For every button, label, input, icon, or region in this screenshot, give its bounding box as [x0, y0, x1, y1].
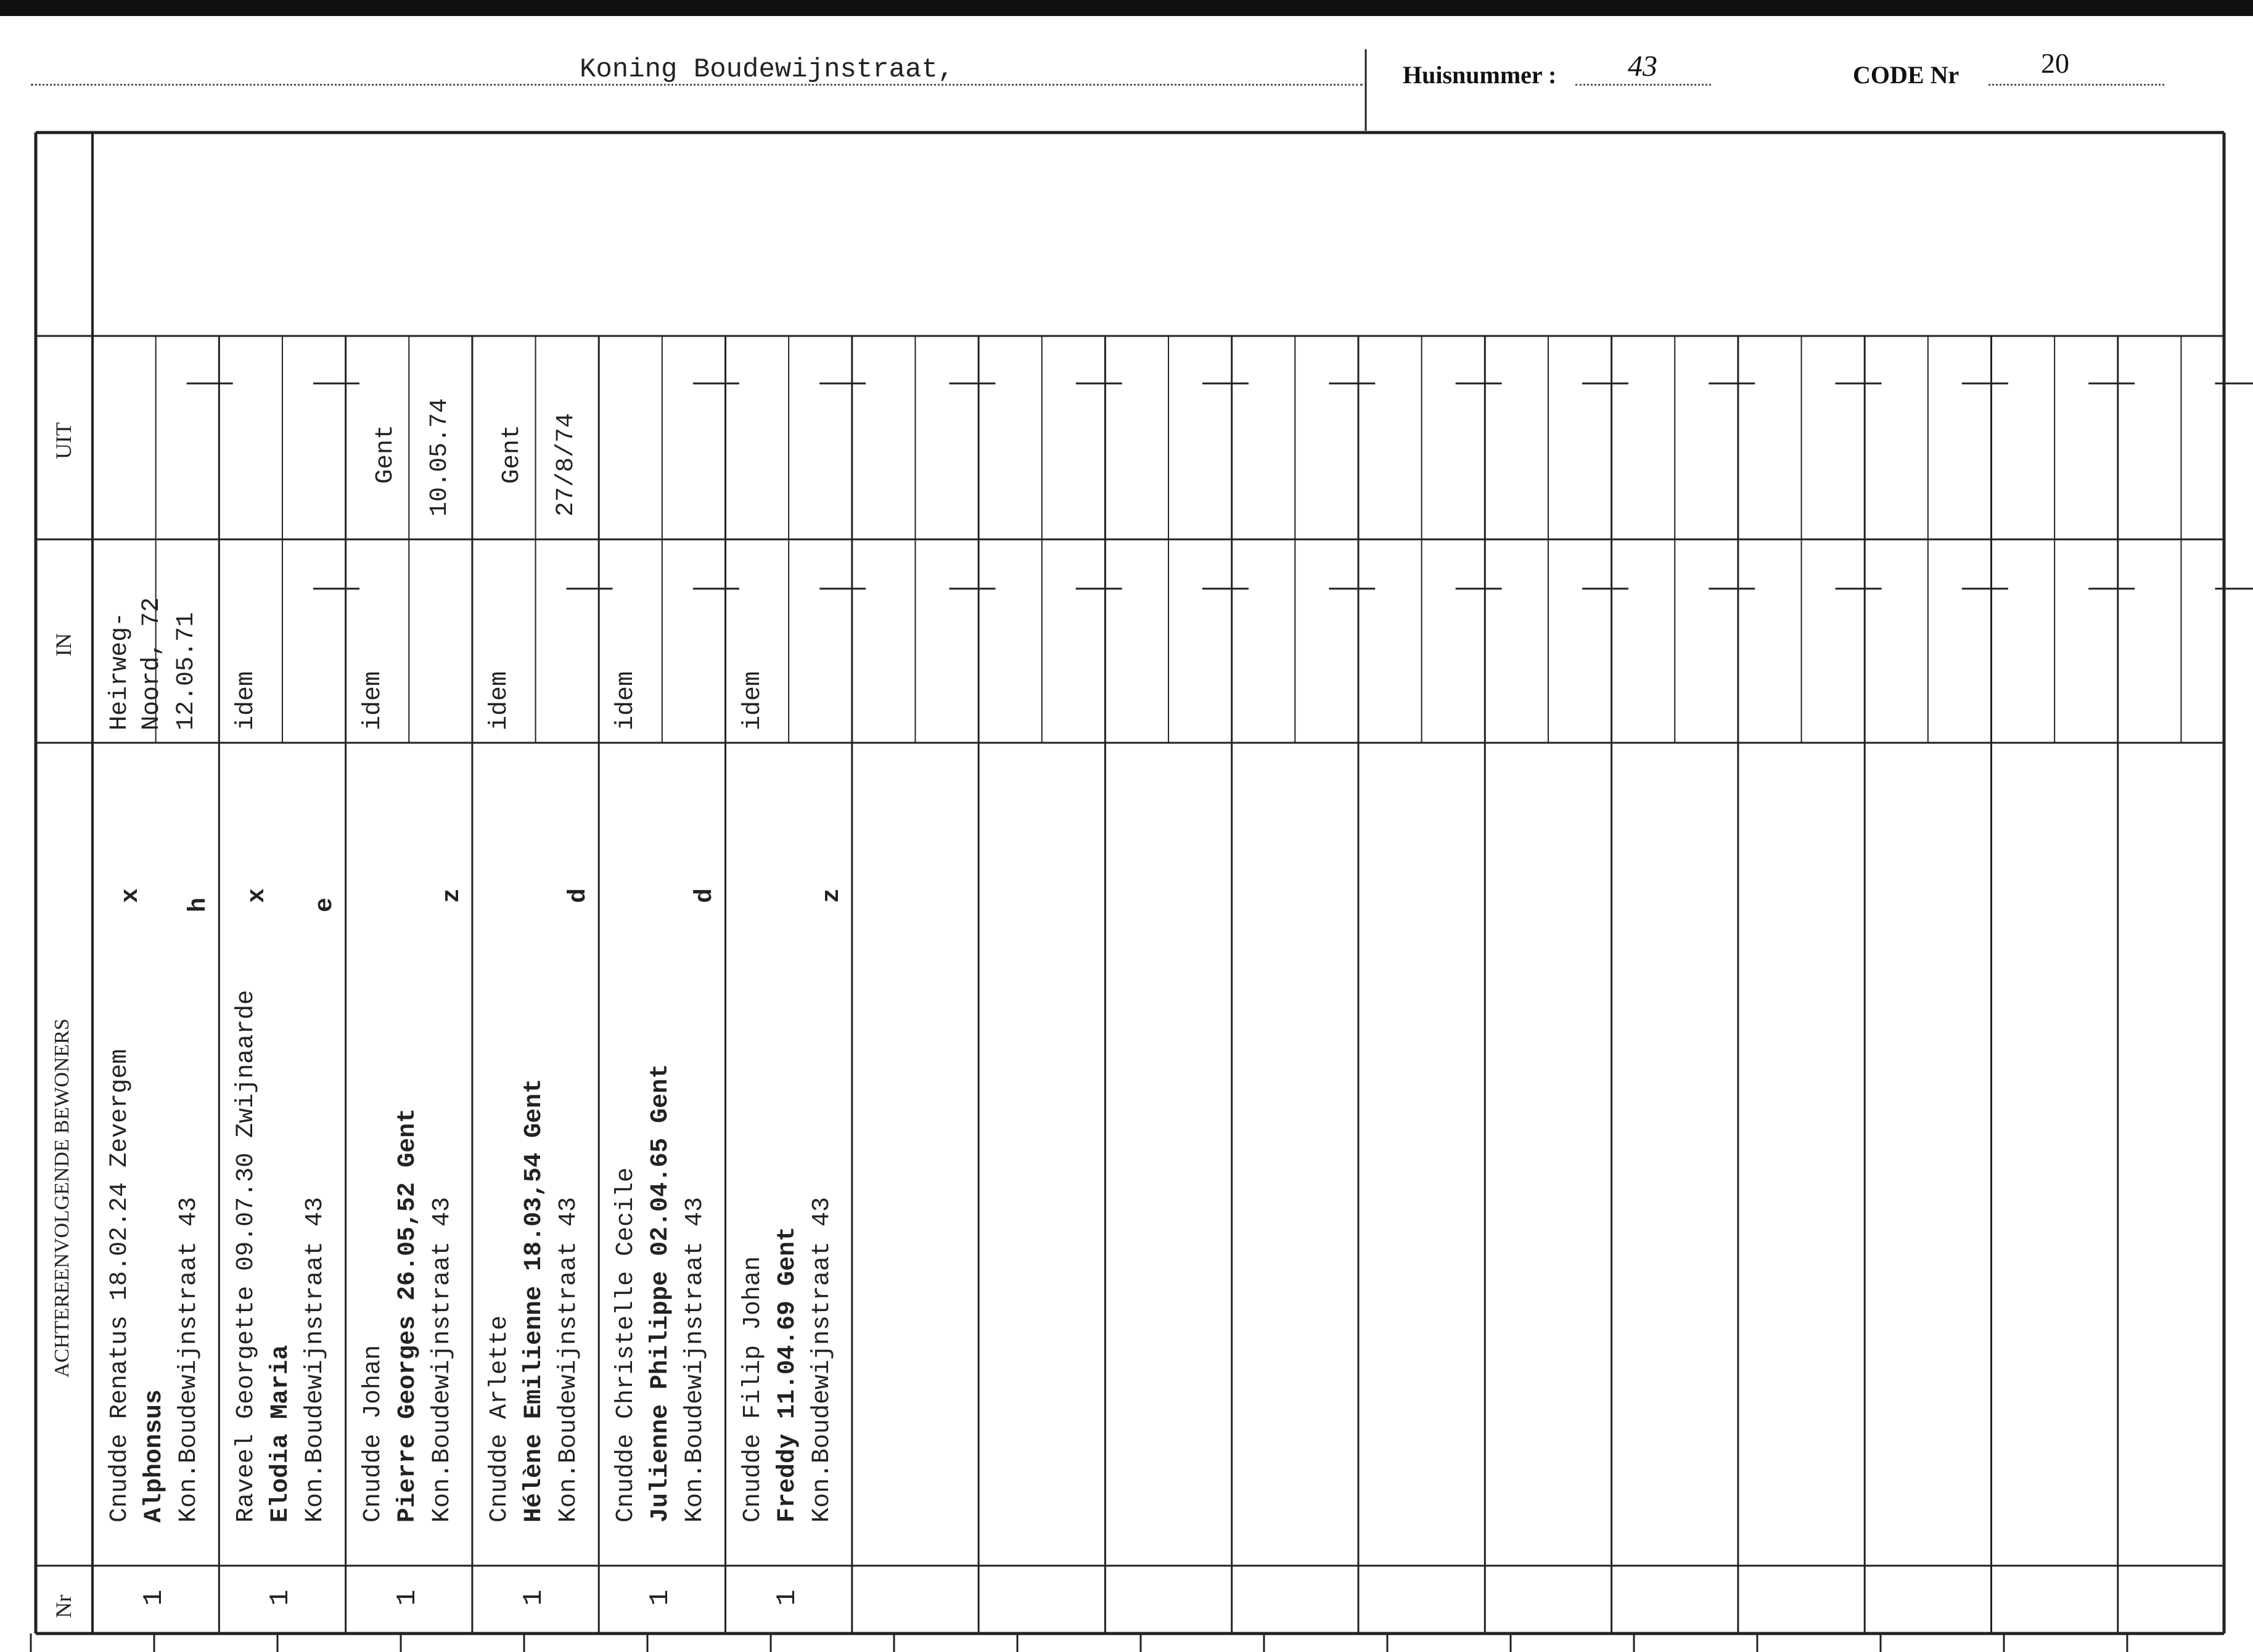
resident-line: Kon.Boudewijnstraat 43	[681, 1196, 710, 1523]
uit-place: Gent	[498, 424, 526, 484]
uit-place: Gent	[371, 424, 400, 484]
column-label-in: IN	[51, 633, 76, 656]
row-nr: 1	[139, 1589, 170, 1606]
resident-line: Raveel Georgette 09.07.30 Zwijnaarde	[232, 989, 261, 1523]
margin-mark: x	[244, 888, 272, 903]
row-nr: 1	[265, 1589, 297, 1606]
margin-mark: d	[564, 888, 593, 903]
row-nr: 1	[518, 1589, 549, 1606]
margin-mark: z	[438, 888, 466, 903]
in-place: idem	[739, 671, 767, 730]
uit-date: 27/8/74	[552, 412, 580, 517]
resident-line: Kon.Boudewijnstraat 43	[808, 1196, 836, 1523]
in-place: Noord, 72	[138, 597, 166, 730]
row-nr: 1	[645, 1589, 676, 1606]
resident-line: Cnudde Filip Johan	[739, 1256, 767, 1523]
code-label: CODE Nr	[1853, 61, 1960, 89]
resident-line: Kon.Boudewijnstraat 43	[302, 1196, 330, 1523]
uit-date: 10.05.74	[425, 398, 454, 517]
in-place: idem	[612, 671, 641, 730]
in-place: idem	[485, 671, 514, 730]
column-label-nr: Nr	[51, 1595, 76, 1618]
resident-line: Cnudde Renatus 18.02.24 Zevergem	[106, 1049, 134, 1523]
in-place: idem	[232, 671, 261, 730]
resident-line: Cnudde Johan	[359, 1344, 387, 1523]
resident-line: Pierre Georges 26.05,52 Gent	[393, 1108, 422, 1523]
column-label-bewoners: ACHTEREENVOLGENDE BEWONERS	[51, 1018, 73, 1378]
margin-mark: d	[691, 888, 720, 903]
in-place: idem	[359, 671, 387, 730]
in-date: 12.05.71	[173, 611, 200, 730]
row-nr: 1	[392, 1589, 423, 1606]
huisnummer-value: 43	[1628, 50, 1657, 83]
street-name: Koning Boudewijnstraat,	[580, 54, 954, 85]
resident-line: Elodia Maria	[267, 1344, 295, 1523]
resident-line: Hélène Emilienne 18.03,54 Gent	[520, 1078, 548, 1523]
resident-line: Cnudde Christelle Cecile	[612, 1167, 641, 1523]
resident-line: Alphonsus	[141, 1389, 168, 1523]
resident-line: Kon.Boudewijnstraat 43	[554, 1196, 583, 1523]
row-nr: 1	[771, 1589, 803, 1606]
resident-line: Freddy 11.04.69 Gent	[773, 1226, 802, 1523]
resident-line: Julienne Philippe 02.04.65 Gent	[647, 1063, 675, 1523]
in-place: Heirweg-	[106, 611, 134, 730]
resident-line: Kon.Boudewijnstraat 43	[428, 1196, 456, 1523]
margin-mark: z	[818, 888, 846, 903]
margin-mark: e	[311, 897, 340, 912]
code-value: 20	[2041, 47, 2069, 79]
margin-mark: h	[185, 897, 213, 912]
resident-line: Kon.Boudewijnstraat 43	[175, 1196, 203, 1523]
huisnummer-label: Huisnummer :	[1403, 61, 1557, 89]
margin-mark: x	[117, 888, 145, 903]
resident-line: Cnudde Arlette	[485, 1315, 514, 1523]
column-label-uit: UIT	[51, 422, 76, 459]
